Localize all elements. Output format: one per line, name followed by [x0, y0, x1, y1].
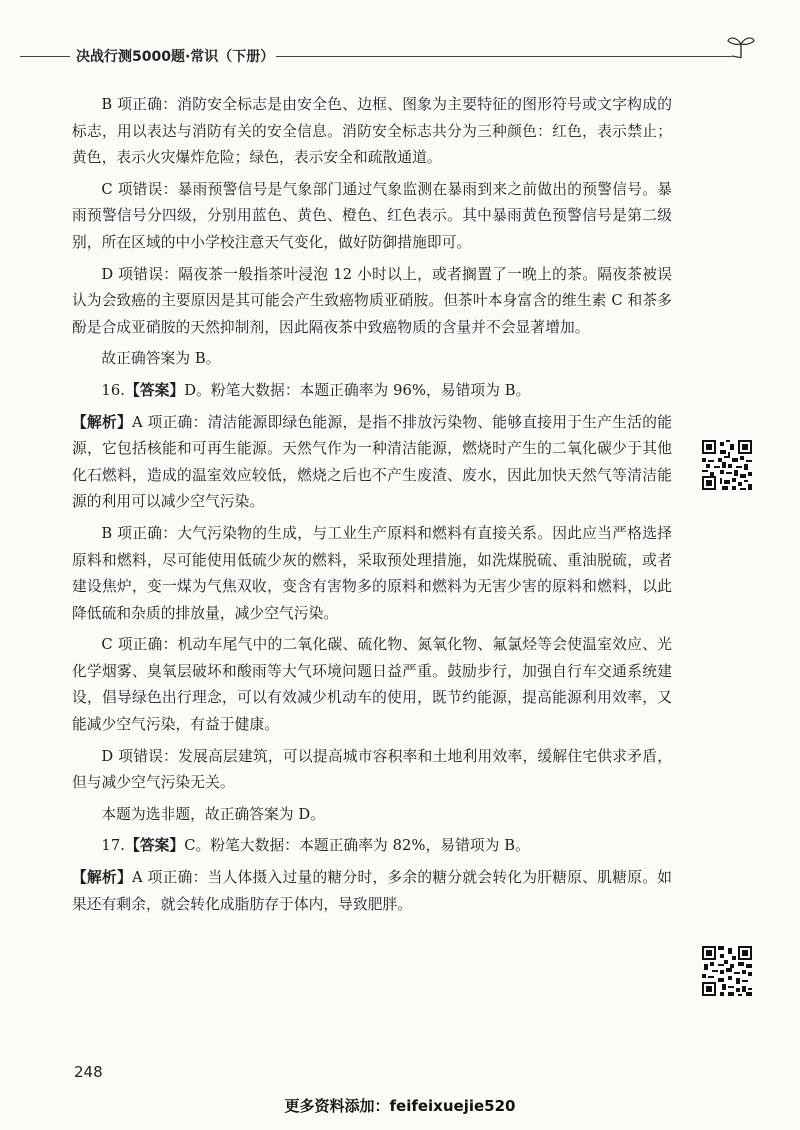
q16-analysis: [72, 410, 672, 516]
answer-tag: 【答案】: [125, 381, 185, 399]
qr-code-icon[interactable]: [702, 946, 752, 996]
paragraph: D 项错误：发展高层建筑，可以提高城市容积率和土地利用效率，缓解住宅供求矛盾，但与减少空气污染无关。: [72, 747, 672, 792]
answer-text: D。粉笔大数据：本题正确率为 96%，易错项为 B。: [184, 381, 531, 399]
page-header: [0, 0, 800, 70]
answer-content: [72, 92, 672, 923]
qr-code-graphic: [702, 946, 752, 996]
header-title: 决战行测5000题·常识（下册）: [76, 49, 275, 65]
qr-code-icon[interactable]: [702, 440, 752, 490]
q17-answer-line: [72, 833, 672, 860]
paragraph: D 项错误：隔夜茶一般指茶叶浸泡 12 小时以上，或者搁置了一晚上的茶。隔夜茶被误认为会致癌的主要原因是其可能会产生致癌物质亚硝胺。但茶叶本身富含的维生素 C 和茶多酚是合成亚硝胺的天然抑制剂，因此隔夜茶中致癌物质的含量并不会显著增加。: [72, 265, 672, 336]
analysis-tag: 【解析】: [72, 869, 132, 887]
analysis-tag: 【解析】: [72, 413, 132, 431]
paragraph: C 项错误：暴雨预警信号是气象部门通过气象监测在暴雨到来之前做出的预警信号。暴雨预警信号分四级，分别用蓝色、黄色、橙色、红色表示。其中暴雨黄色预警信号是第二级别，所在区域的中小学校注意天气变化，做好防御措施即可。: [72, 180, 672, 251]
page-number: 248: [74, 1063, 103, 1081]
qr-code-graphic: [702, 440, 752, 490]
answer-text: C。粉笔大数据：本题正确率为 82%，易错项为 B。: [184, 837, 530, 855]
q16-answer-line: [72, 378, 672, 405]
paragraph: 故正确答案为 B。: [101, 350, 221, 368]
question-number: 16.: [101, 381, 126, 399]
q17-analysis: [72, 865, 672, 918]
header-rule-left: [20, 56, 70, 57]
question-number: 17.: [101, 837, 126, 855]
analysis-text: A 项正确：当人体摄入过量的糖分时，多余的糖分就会转化为肝糖原、肌糖原。如果还有剩余，就会转化成脂肪存于体内，导致肥胖。: [72, 869, 672, 913]
paragraph: C 项正确：机动车尾气中的二氧化碳、硫化物、氮氧化物、氟氯烃等会使温室效应、光化学烟雾、臭氧层破坏和酸雨等大气环境问题日益严重。鼓励步行，加强自行车交通系统建设，倡导绿色出行理念，可以有效减少机动车的使用，既节约能源，提高能源利用效率，又能减少空气污染，有益于健康。: [72, 636, 672, 734]
paragraph: B 项正确：大气污染物的生成，与工业生产原料和燃料有直接关系。因此应当严格选择原料和燃料，尽可能使用低硫少灰的燃料，采取预处理措施，如洗煤脱硫、重油脱硫，或者建设焦炉，变一煤为气焦双收，变含有害物多的原料和燃料为无害少害的原料和燃料，以此降低硫和杂质的排放量，减少空气污染。: [72, 524, 672, 622]
header-rule-right: [276, 56, 732, 57]
analysis-text: A 项正确：清洁能源即绿色能源，是指不排放污染物、能够直接用于生产生活的能源，它包括核能和可再生能源。天然气作为一种清洁能源，燃烧时产生的二氧化碳少于其他化石燃料，造成的温室效应较低，燃烧之后也不产生废渣、废水，因此加快天然气等清洁能源的利用可以减少空气污染。: [72, 413, 672, 511]
sprout-icon: [726, 30, 756, 60]
paragraph: B 项正确：消防安全标志是由安全色、边框、图象为主要特征的图形符号或文字构成的标志，用以表达与消防有关的安全信息。消防安全标志共分为三种颜色：红色，表示禁止；黄色，表示火灾爆炸危险；绿色，表示安全和疏散通道。: [72, 96, 672, 167]
footer-note: 更多资料添加：feifeixuejie520: [284, 1097, 516, 1115]
answer-tag: 【答案】: [125, 837, 185, 855]
paragraph: 本题为选非题，故正确答案为 D。: [101, 805, 326, 823]
